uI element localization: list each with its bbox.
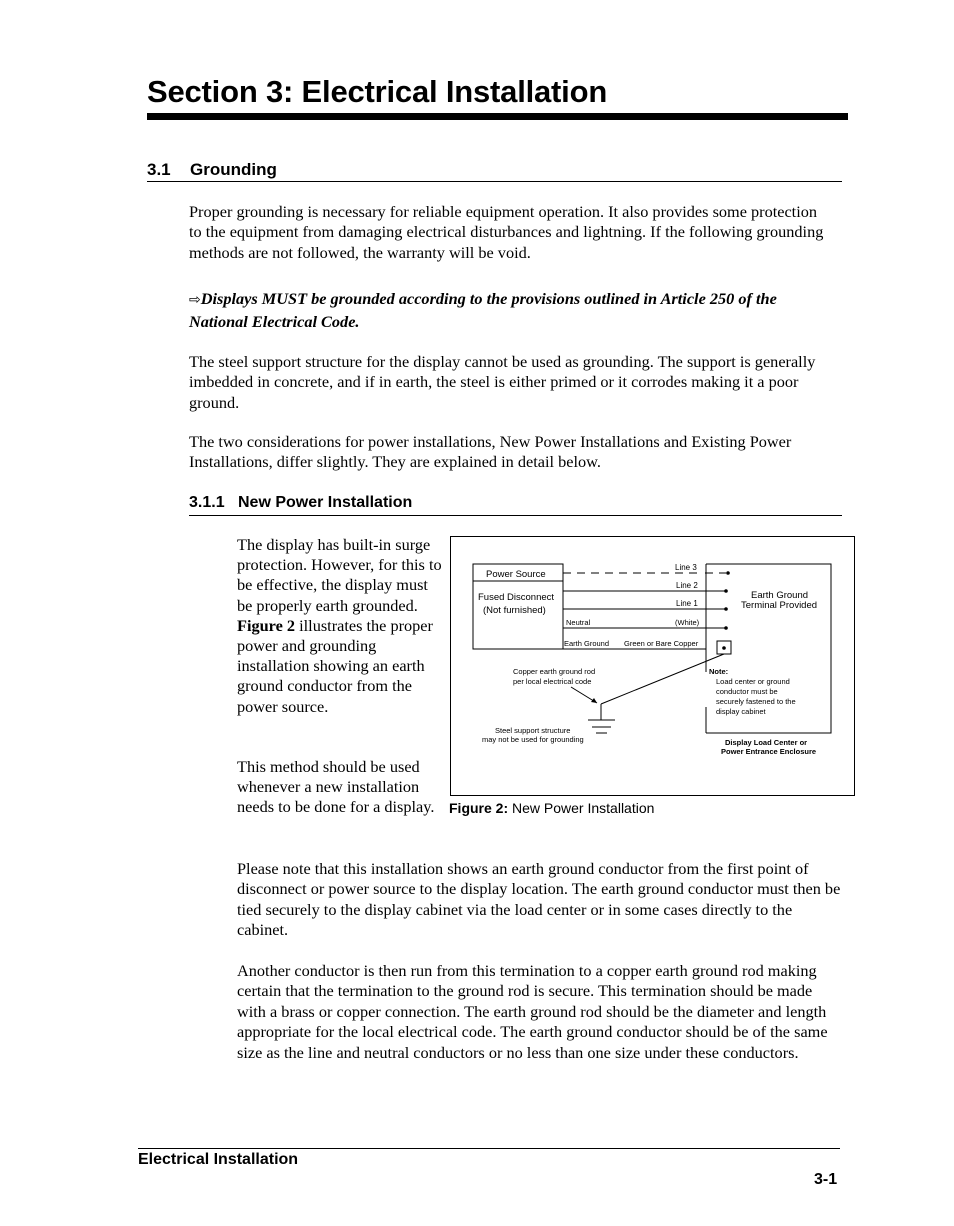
figure-2-diagram: [450, 536, 855, 796]
heading-3-1-1-title: New Power Installation: [238, 494, 413, 511]
new-power-paragraph-4: Another conductor is then run from this termination to a copper earth ground rod making certain that the termination to the ground rod is secure. This termination should be made with a brass or copper connection. The earth ground rod should be the diameter and length appropriate for the local electrical code. The earth ground conductor should be of the same size as the line and neutral conductors or no less than one size under these conductors.: [237, 961, 828, 1062]
load-center-label-1: Display Load Center or: [725, 738, 808, 747]
ground-rod-label-2: per local electrical code: [513, 677, 592, 686]
note-label: Note:: [709, 667, 729, 676]
figure-2-reference: Figure 2: [237, 615, 296, 635]
figure-caption-text: New Power Installation: [512, 800, 655, 816]
grounding-paragraph-3: The two considerations for power installations, New Power Installations and Existing Power Installations, differ slightly. They are explained in detail below.: [189, 432, 792, 472]
grounding-note: [189, 288, 839, 332]
ground-rod-wire: [601, 654, 724, 704]
note-line-1: Load center or ground: [716, 677, 790, 686]
neutral-terminal: [724, 626, 728, 630]
heading-3-1-rule: [147, 181, 842, 182]
figure-caption-label: Figure 2:: [449, 800, 509, 816]
fused-disconnect-label: Fused Disconnect: [478, 592, 555, 603]
wiring-diagram: [451, 537, 854, 795]
note-line-4: display cabinet: [716, 707, 766, 716]
terminal-provided-label: Terminal Provided: [741, 600, 818, 611]
ground-rod-arrowhead: [591, 698, 597, 703]
grounding-paragraph-2: The steel support structure for the display cannot be used as grounding. The support is generally imbedded in concrete, and if in earth, the steel is either primed or it corrodes making it a poor ground.: [189, 352, 816, 412]
new-power-paragraph-1: [237, 535, 442, 717]
line-2-label: Line 2: [676, 581, 698, 590]
line-3-terminal: [726, 571, 730, 575]
grounding-paragraph-1: Proper grounding is necessary for reliable equipment operation. It also provides some protection to the equipment from damaging electrical disturbances and lightning. If the following grounding methods are not followed, the warranty will be void.: [189, 202, 824, 262]
section-title: Section 3: Electrical Installation: [147, 74, 608, 109]
neutral-label: Neutral: [566, 618, 591, 627]
line-2-terminal: [724, 589, 728, 593]
load-center-label-2: Power Entrance Enclosure: [721, 747, 817, 756]
steel-support-label-2: may not be used for grounding: [482, 735, 584, 744]
ground-terminal: [722, 646, 726, 650]
heading-3-1-1-rule: [189, 515, 842, 516]
heading-3-1-number: 3.1: [147, 160, 171, 179]
grounding-note-text: Displays MUST be grounded according to the provisions outlined in Article 250 of the National Electrical Code.: [189, 289, 777, 331]
note-line-3: securely fastened to the: [716, 697, 796, 706]
footer-rule: [138, 1148, 840, 1149]
heading-3-1-1-number: 3.1.1: [189, 494, 225, 511]
power-source-label: Power Source: [486, 569, 546, 580]
new-power-paragraph-2: This method should be used whenever a new installation needs to be done for a display.: [237, 757, 435, 817]
earth-ground-terminal-label: Earth Ground: [751, 590, 809, 601]
line-1-terminal: [724, 607, 728, 611]
white-label: (White): [675, 618, 700, 627]
arrow-right-icon: ⇨: [189, 292, 201, 308]
figure-2-caption: [449, 800, 654, 816]
green-copper-label: Green or Bare Copper: [624, 639, 699, 648]
footer-title: Electrical Installation: [138, 1151, 299, 1168]
section-title-rule: [147, 113, 848, 120]
page-number: 3-1: [814, 1171, 838, 1188]
line-3-label: Line 3: [675, 563, 697, 572]
p4-text-pre: The display has built-in surge protection. However, for this to be effective, the display must be properly earth grounded.: [237, 535, 442, 615]
heading-3-1-title: Grounding: [190, 160, 277, 179]
earth-ground-wire-label: Earth Ground: [564, 639, 610, 648]
line-1-label: Line 1: [676, 599, 698, 608]
ground-rod-label-1: Copper earth ground rod: [513, 667, 596, 676]
p4-text-post: illustrates the proper power and grounding installation showing an earth ground conductor from the power source.: [237, 615, 433, 716]
steel-support-label-1: Steel support structure: [495, 726, 571, 735]
new-power-paragraph-3: Please note that this installation shows an earth ground conductor from the first point of disconnect or power source to the display location. The earth ground conductor must then be tied securely to the display cabinet via the load center or in some cases directly to the cabinet.: [237, 859, 841, 940]
note-line-2: conductor must be: [716, 687, 778, 696]
not-furnished-label: (Not furnished): [483, 605, 546, 616]
